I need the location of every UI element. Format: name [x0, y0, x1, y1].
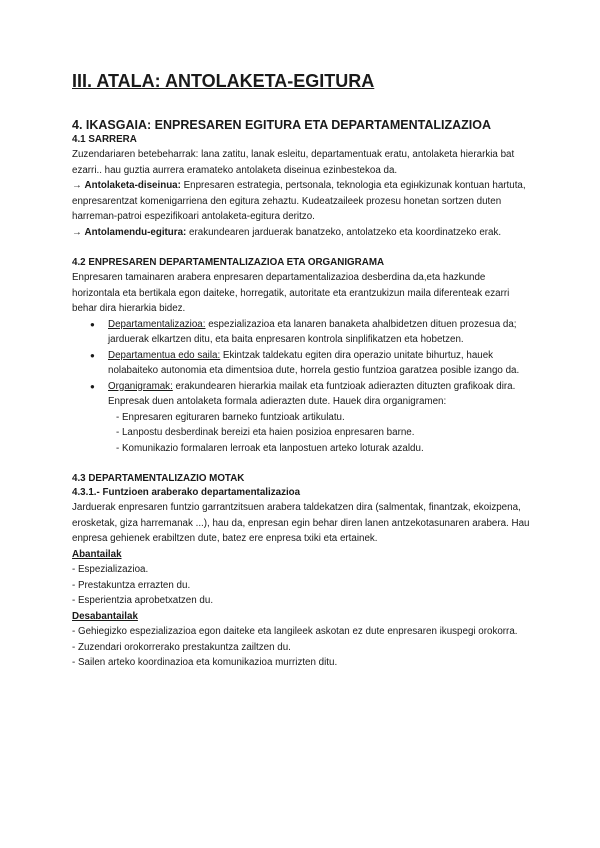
part-title: III. ATALA: ANTOLAKETA-EGITURA	[72, 71, 375, 91]
list-item-text: espezializazioa eta lanaren banaketa ahalbidetzen dituen prozesua da; jarduerak elkartzen ditu, eta baita enpresaren kontrola sinplifikatzen eta hobetzen.	[108, 318, 517, 345]
document-content	[72, 70, 532, 671]
arrow-icon: →	[72, 226, 82, 238]
section-4-3-1-heading: 4.3.1.- Funtzioen araberako departamentalizazioa	[72, 487, 301, 498]
section-4-3-heading: 4.3 DEPARTAMENTALIZAZIO MOTAK	[72, 473, 245, 484]
disadvantage-item: - Gehiegizko espezializazioa egon daiteke eta langileek askotan ez dute enpresaren ikuspegi orokorra.	[72, 626, 518, 637]
list-item-term: Departamentalizazioa:	[108, 318, 206, 330]
definition-term: Antolaketa-diseinua:	[84, 180, 181, 191]
advantage-item: - Prestakuntza errazten du.	[72, 579, 191, 591]
list-item: - Enpresaren egituraren barneko funtzioak artikulatu.	[116, 411, 345, 423]
section-4-1-intro: Zuzendariaren betebeharrak: lana zatitu, lanak esleitu, departamentuak eratu, antolaketa hierarkia bat ezarri.. hau guztia aurrera eramateko antolaketa diseinua ezinbestekoa da.	[72, 149, 515, 176]
organigram-functions-list	[72, 410, 532, 457]
list-item: - Lanpostu desberdinak bereizi eta haien posizioa enpresaren barne.	[116, 427, 415, 438]
lesson-title: 4. IKASGAIA: ENPRESAREN EGITURA ETA DEPARTAMENTALIZAZIOA	[72, 118, 491, 132]
list-item-term: Organigramak:	[108, 380, 173, 392]
advantages-title: Abantailak	[72, 548, 122, 560]
list-item	[72, 379, 532, 410]
disadvantage-item: - Sailen arteko koordinazioa eta komunikazioa murrizten ditu.	[72, 657, 338, 668]
list-item-term: Departamentua edo saila:	[108, 349, 221, 361]
advantage-item: - Esperientzia aprobetxatzen du.	[72, 595, 214, 606]
section-4-2-intro: Enpresaren tamainaren arabera enpresaren departamentalizazioa desberdina da,eta hazkunde horizontala eta bertikala egon daiteke, horregatik, autoritate eta erantzukizun maila diferenteak ezarri behar dira hierarkia bidez.	[72, 272, 510, 314]
section-4-2-bullet-list	[72, 317, 532, 410]
list-item-text: erakundearen hierarkia mailak eta funtzioak adierazten dituzten grafikoak dira. Enpresak duen antolaketa formala adierazten dute. Hauek dira organigramen:	[108, 380, 516, 407]
definition-antolamendu-egitura	[72, 225, 532, 241]
definition-antolaketa-diseinua	[72, 178, 532, 225]
advantage-item: - Espezializazioa.	[72, 564, 149, 575]
definition-text: Enpresaren estrategia, pertsonala, teknologia eta egінkizunak kontuan hartuta, enpresarentzat komenigarriena den egitura zehaztu. Kudeatzaileek prozesu honetan sortzen duten harreman-patroi espezifikoari antolaketa-egitura deritzo.	[72, 180, 526, 222]
section-4-1-heading: 4.1 SARRERA	[72, 134, 137, 145]
list-item	[72, 348, 532, 379]
section-4-3-1-intro: Jarduerak enpresaren funtzio garrantzitsuen arabera taldekatzen dira (salmentak, finantzak, ekoizpena, erosketak, giza harremanak ...), hau da, enpresan egin behar diren lanen antzekotasunaren arabera. Hau enpresa gehienek erabiltzen dute, batez ere enpresa txiki eta ertainek.	[72, 502, 530, 544]
disadvantage-item: - Zuzendari orokorrerako prestakuntza zailtzen du.	[72, 641, 291, 653]
definition-text: erakundearen jarduerak banatzeko, antolatzeko eta koordinatzeko erak.	[186, 226, 502, 238]
list-item-text: Ekintzak taldekatu egiten dira operazio unitate bihurtuz, hauek nolabaiteko autonomia eta dimentsioa dute, horrela gestio funtzioa garatzea posible izango da.	[108, 349, 520, 376]
arrow-icon: →	[72, 180, 82, 191]
section-4-2-heading: 4.2 ENPRESAREN DEPARTAMENTALIZAZIOA ETA ORGANIGRAMA	[72, 257, 385, 268]
list-item	[72, 317, 532, 348]
disadvantages-title: Desabantailak	[72, 610, 138, 622]
list-item: - Komunikazio formalaren lerroak eta lanpostuen arteko loturak azaldu.	[116, 442, 424, 454]
definition-term: Antolamendu-egitura:	[84, 226, 187, 238]
